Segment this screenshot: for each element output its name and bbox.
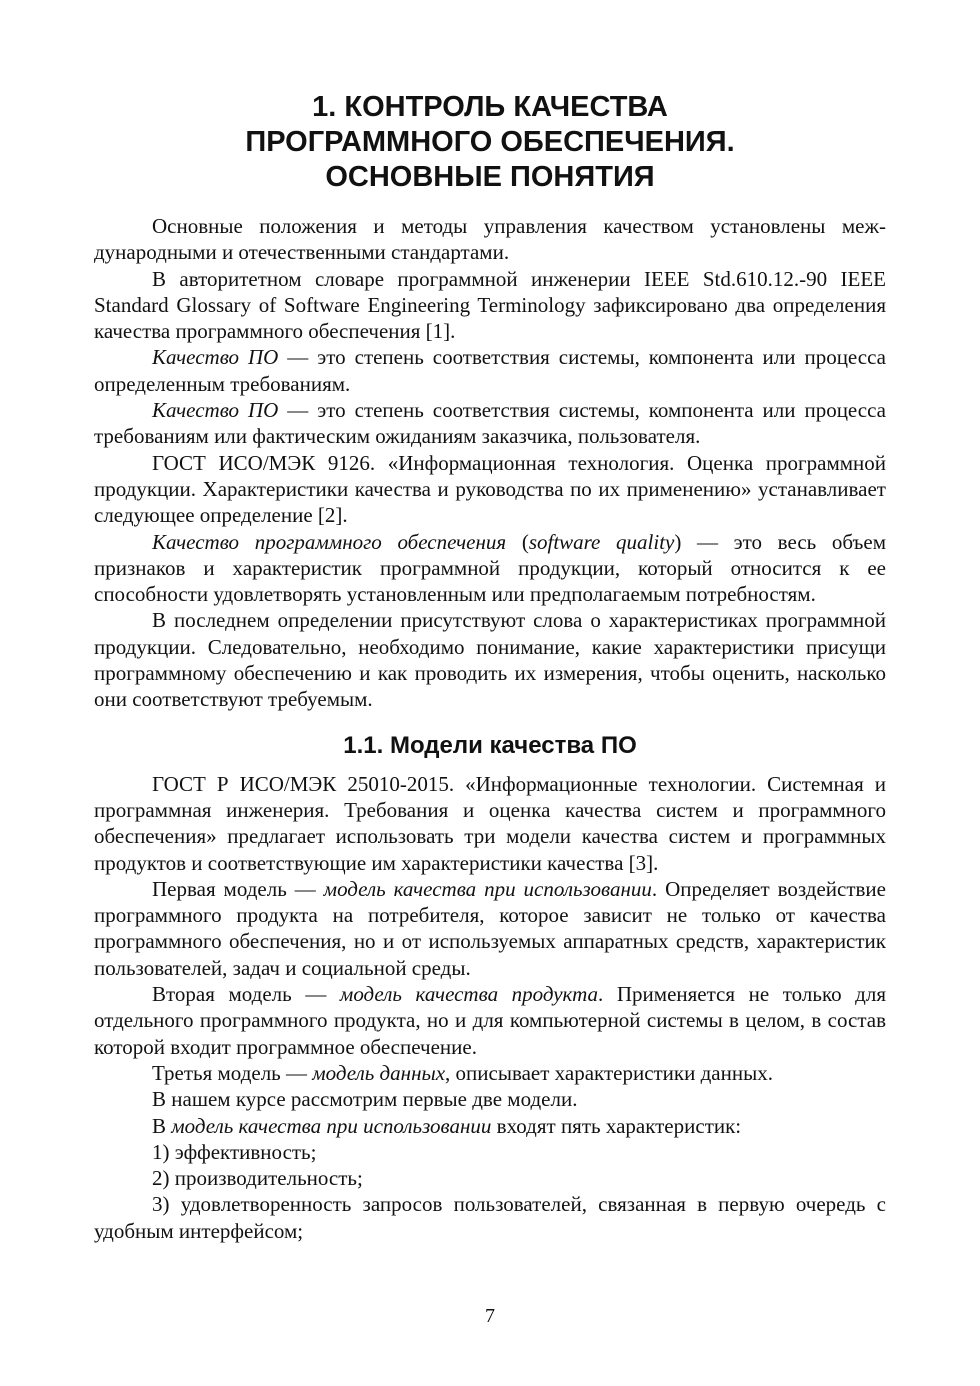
paragraph: В нашем курсе рассмотрим первые две модели. (152, 1087, 578, 1112)
paragraph: В авторитетном словаре программной инженерии IEEE Std.610.12.-90 IEEE Standard Glossary of Software Engineering Terminology зафиксировано два определения качества программного обеспечения [1]. (94, 266, 886, 344)
paragraph: Основные положения и методы управления качеством установлены международными и отечественными стандартами. (94, 214, 886, 265)
term: Качество ПО (152, 398, 279, 423)
term: модель качества при использовании (323, 876, 652, 901)
term-english: software quality (528, 529, 675, 554)
paragraph: Вторая модель — модель качества продукта. Применяется не только для отдельного программного продукта, но и для компьютерной системы в целом, в состав которой входит программное обеспечение. (94, 982, 886, 1059)
paragraph: ГОСТ ИСО/МЭК 9126. «Информационная технология. Оценка программной продукции. Характеристики качества и руководства по их применению» устанавливает следующее определение [2]. (94, 450, 886, 528)
term: Качество ПО (152, 345, 279, 370)
chapter-title (94, 90, 886, 195)
term: модель качества при использовании (171, 1113, 492, 1138)
page-number: 7 (485, 1305, 495, 1327)
definition-paragraph: Качество ПО — это степень соответствия системы, компонента или процесса определенным требованиям. (94, 345, 886, 396)
definition-paragraph: Качество ПО — это степень соответствия системы, компонента или процесса требованиям или фактическим ожиданиям заказчика, пользователя. (94, 398, 886, 449)
paragraph: В модель качества при использовании входят пять характеристик: (152, 1113, 742, 1138)
section-title: 1.1. Модели качества ПО (343, 731, 637, 759)
paragraph: ГОСТ Р ИСО/МЭК 25010-2015. «Информационные технологии. Системная и программная инженерия. Требования и оценка качества систем и программного обеспечения» предлагает использовать три модели качества систем и программных продуктов и соответствующие им характеристики качества [3]. (94, 771, 886, 875)
term: модель качества продукта (339, 982, 599, 1007)
paragraph: Первая модель — модель качества при использовании. Определяет воздействие программного продукта на потребителя, которое зависит не только от качества программного обеспечения, но и от используемых аппаратных средств, характеристик пользователей, задач и социальной среды. (94, 876, 886, 980)
term: Качество программного обеспечения (152, 529, 507, 554)
chapter-title-line: ПРОГРАММНОГО ОБЕСПЕЧЕНИЯ. (245, 126, 735, 158)
list-item: 1) эффективность; (152, 1139, 317, 1164)
list-item: 2) производительность; (152, 1166, 363, 1191)
definition-paragraph: Качество программного обеспечения (software quality) — это весь объем признаков и характеристик программной продукции, который относится к ее способности удовлетворять установленным или предполагаемым потребностям. (94, 529, 886, 607)
chapter-title-line: ОСНОВНЫЕ ПОНЯТИЯ (325, 161, 655, 193)
chapter-title-line: 1. КОНТРОЛЬ КАЧЕСТВА (312, 91, 668, 123)
paragraph: В последнем определении присутствуют слова о характеристиках программной продукции. Следовательно, необходимо понимание, какие характеристики присущи программному обеспечению и как проводить их измерения, чтобы оценить, насколько они соответствуют требуемым. (94, 608, 886, 712)
term: модель данных (312, 1060, 446, 1085)
list-item: 3) удовлетворенность запросов пользователей, связанная в первую очередь с удобным интерфейсом; (94, 1192, 886, 1243)
document-page (94, 90, 886, 1244)
paragraph: Третья модель — модель данных, описывает характеристики данных. (152, 1060, 773, 1085)
